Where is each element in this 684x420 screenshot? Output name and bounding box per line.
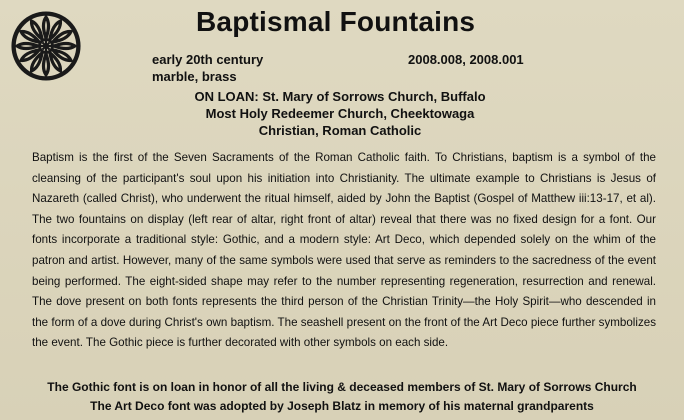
rose-window-icon [10, 10, 82, 82]
accession-numbers: 2008.008, 2008.001 [408, 52, 524, 67]
credit-line-2: The Art Deco font was adopted by Joseph Blatz in memory of his maternal grandparents [90, 399, 594, 413]
loan-line-2: Most Holy Redeemer Church, Cheektowaga [205, 106, 475, 121]
loan-info [130, 88, 550, 139]
object-material: marble, brass [152, 69, 237, 84]
loan-line-3: Christian, Roman Catholic [258, 123, 422, 138]
loan-line-1: ON LOAN: St. Mary of Sorrows Church, Buffalo [194, 89, 486, 104]
credit-line-1: The Gothic font is on loan in honor of all the living & deceased members of St. Mary of Sorrows Church [47, 380, 637, 394]
description-paragraph: Baptism is the first of the Seven Sacraments of the Roman Catholic faith. To Christians, baptism is a symbol of the cleansing of the participant's soul upon his initiation into Christianity. The ultimate example to Christians is Jesus of Nazareth (called Christ), who underwent the ritual himself, aided by John the Baptist (Gospel of Matthew iii:13-17, et al). The two fountains on display (left rear of altar, right front of altar) reveal that there was no fixed design for a font. Our fonts incorporate a traditional style: Gothic, and a modern style: Art Deco, which depended solely on the whim of the patron and artist. However, many of the same symbols were used that serve as reminders to the sacredness of the event being performed. The eight-sided shape may refer to the number representing regeneration, resurrection and renewal. The dove present on both fonts represents the third person of the Christian Trinity—the Holy Spirit—who descended in the form of a dove during Christ's own baptism. The seashell present on the front of the Art Deco piece further symbolizes the event. The Gothic piece is further decorated with other symbols on each side. [32, 151, 656, 350]
credits [20, 378, 664, 416]
exhibit-title: Baptismal Fountains [196, 6, 476, 37]
object-date: early 20th century [152, 52, 264, 67]
